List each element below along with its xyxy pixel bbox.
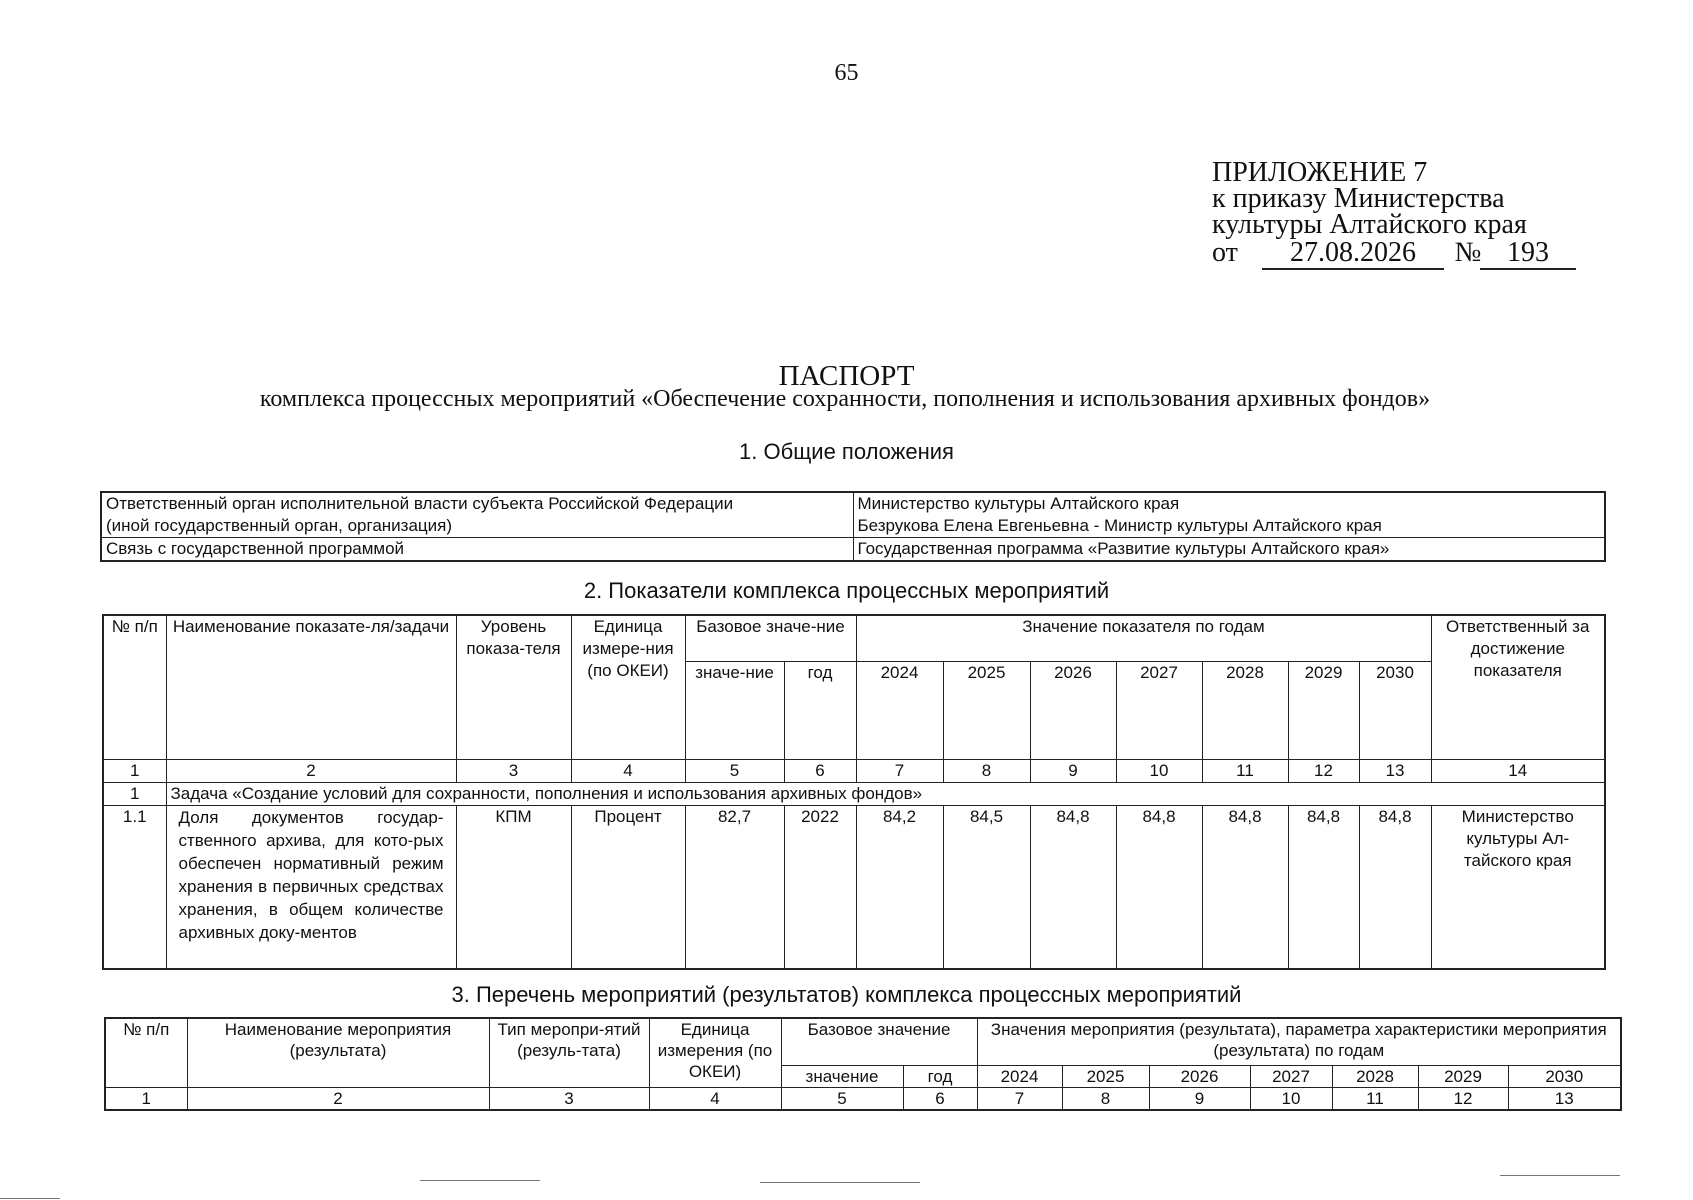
- header-year: 2030: [1508, 1065, 1621, 1087]
- appendix-line-2: к приказу Министерства: [1212, 183, 1505, 214]
- section-3-title: 3. Перечень мероприятий (результатов) комплекса процессных мероприятий: [451, 982, 1242, 1007]
- program-link-value: Государственная программа «Развитие культуры Алтайского края»: [853, 538, 1605, 562]
- scan-artifact: [420, 1180, 540, 1181]
- appendix-title: ПРИЛОЖЕНИЕ 7: [1212, 157, 1428, 188]
- column-number: 8: [1062, 1087, 1149, 1110]
- column-number: 1: [103, 759, 166, 782]
- header-year: 2028: [1332, 1065, 1418, 1087]
- label-line: (иной государственный орган, организация): [106, 516, 453, 535]
- column-numbers-row: [105, 1087, 1621, 1110]
- header-base-year: год: [903, 1065, 977, 1087]
- header-year: 2024: [977, 1065, 1062, 1087]
- indicator-num: 1.1: [103, 805, 166, 969]
- header-year: 2029: [1288, 661, 1359, 759]
- value-line: Безрукова Елена Евгеньевна - Министр культуры Алтайского края: [857, 516, 1382, 535]
- header-year: 2029: [1418, 1065, 1508, 1087]
- header-year: 2026: [1030, 661, 1116, 759]
- header-base-value: значе-ние: [685, 661, 784, 759]
- header-num: № п/п: [103, 615, 166, 759]
- column-number: 13: [1508, 1087, 1621, 1110]
- indicator-value: 84,5: [943, 805, 1030, 969]
- indicator-unit: Процент: [571, 805, 685, 969]
- column-number: 11: [1202, 759, 1288, 782]
- indicator-value: 84,8: [1202, 805, 1288, 969]
- column-number: 4: [649, 1087, 781, 1110]
- column-number: 14: [1431, 759, 1605, 782]
- column-number: 9: [1149, 1087, 1250, 1110]
- column-number: 2: [187, 1087, 489, 1110]
- task-row: [103, 782, 1605, 805]
- task-text: Задача «Создание условий для сохранности, пополнения и использования архивных фондов»: [166, 782, 1605, 805]
- appendix-date-row: [1212, 237, 1549, 270]
- table-row: [101, 492, 1605, 538]
- header-base: Базовое значение: [781, 1018, 977, 1065]
- order-date: 27.08.2026: [1262, 240, 1444, 270]
- header-level: Уровень показа-теля: [456, 615, 571, 759]
- header-year: 2028: [1202, 661, 1288, 759]
- column-number: 3: [489, 1087, 649, 1110]
- indicator-value: 84,8: [1030, 805, 1116, 969]
- column-number: 5: [781, 1087, 903, 1110]
- program-link-label: Связь с государственной программой: [101, 538, 853, 562]
- indicator-responsible: Министерство культуры Ал-тайского края: [1431, 805, 1605, 969]
- column-number: 6: [903, 1087, 977, 1110]
- header-unit: Единица измерения (по ОКЕИ): [649, 1018, 781, 1087]
- indicator-level: КПМ: [456, 805, 571, 969]
- header-year: 2025: [943, 661, 1030, 759]
- general-provisions-table: [100, 491, 1606, 562]
- header-num: № п/п: [105, 1018, 187, 1087]
- header-row: [105, 1018, 1621, 1065]
- column-number: 12: [1288, 759, 1359, 782]
- scan-artifact: [0, 1198, 60, 1199]
- column-number: 2: [166, 759, 456, 782]
- column-number: 8: [943, 759, 1030, 782]
- header-by-years: Значения мероприятия (результата), параметра характеристики мероприятия (результата) по годам: [977, 1018, 1621, 1065]
- header-year: 2027: [1250, 1065, 1332, 1087]
- column-number: 11: [1332, 1087, 1418, 1110]
- section-2-title: 2. Показатели комплекса процессных мероприятий: [583, 578, 1110, 603]
- indicator-value: 84,8: [1288, 805, 1359, 969]
- column-number: 10: [1250, 1087, 1332, 1110]
- header-year: 2026: [1149, 1065, 1250, 1087]
- document-title: ПАСПОРТ: [778, 360, 915, 392]
- header-type: Тип меропри-ятий (резуль-тата): [489, 1018, 649, 1087]
- column-number: 13: [1359, 759, 1431, 782]
- header-by-years: Значение показателя по годам: [856, 615, 1431, 661]
- scan-artifact: [1500, 1175, 1620, 1176]
- section-1-title: 1. Общие положения: [739, 439, 954, 464]
- column-number: 5: [685, 759, 784, 782]
- header-row: [103, 615, 1605, 661]
- label-line: Ответственный орган исполнительной власти субъекта Российской Федерации: [106, 494, 734, 513]
- date-prefix: от: [1212, 237, 1238, 268]
- header-name: Наименование показате-ля/задачи: [166, 615, 456, 759]
- column-number: 12: [1418, 1087, 1508, 1110]
- indicator-base-value: 82,7: [685, 805, 784, 969]
- column-number: 6: [784, 759, 856, 782]
- column-number: 7: [977, 1087, 1062, 1110]
- number-prefix: №: [1454, 237, 1482, 268]
- value-line: Министерство культуры Алтайского края: [857, 494, 1180, 513]
- column-number: 9: [1030, 759, 1116, 782]
- order-number: 193: [1480, 240, 1576, 270]
- header-unit: Единица измере-ния (по ОКЕИ): [571, 615, 685, 759]
- indicator-base-year: 2022: [784, 805, 856, 969]
- responsible-body-value: [853, 492, 1605, 538]
- header-base-value: значение: [781, 1065, 903, 1087]
- indicator-row: [103, 805, 1605, 969]
- responsible-body-label: [101, 492, 853, 538]
- indicator-value: 84,2: [856, 805, 943, 969]
- indicators-table: [102, 614, 1606, 970]
- column-number: 3: [456, 759, 571, 782]
- column-number: 1: [105, 1087, 187, 1110]
- table-row: [101, 538, 1605, 562]
- scan-artifact: [760, 1182, 920, 1183]
- header-year: 2027: [1116, 661, 1202, 759]
- indicator-name: Доля документов государ-ственного архива, для кото-рых обеспечен нормативный режим хранения в первичных средствах хранения, в общем количестве архивных доку-ментов: [166, 805, 456, 969]
- appendix-block: [1212, 157, 1549, 270]
- header-year: 2025: [1062, 1065, 1149, 1087]
- header-year: 2030: [1359, 661, 1431, 759]
- task-num: 1: [103, 782, 166, 805]
- column-number: 10: [1116, 759, 1202, 782]
- header-base: Базовое значе-ние: [685, 615, 856, 661]
- indicator-value: 84,8: [1359, 805, 1431, 969]
- header-name: Наименование мероприятия (результата): [187, 1018, 489, 1087]
- header-base-year: год: [784, 661, 856, 759]
- measures-table: [104, 1017, 1622, 1111]
- appendix-line-3: культуры Алтайского края: [1212, 209, 1527, 240]
- header-year: 2024: [856, 661, 943, 759]
- column-numbers-row: [103, 759, 1605, 782]
- header-responsible: Ответственный за достижение показателя: [1431, 615, 1605, 759]
- page-number: 65: [834, 60, 859, 86]
- column-number: 4: [571, 759, 685, 782]
- indicator-value: 84,8: [1116, 805, 1202, 969]
- document-subtitle: комплекса процессных мероприятий «Обеспечение сохранности, пополнения и использования архивных фондов»: [259, 386, 1431, 412]
- column-number: 7: [856, 759, 943, 782]
